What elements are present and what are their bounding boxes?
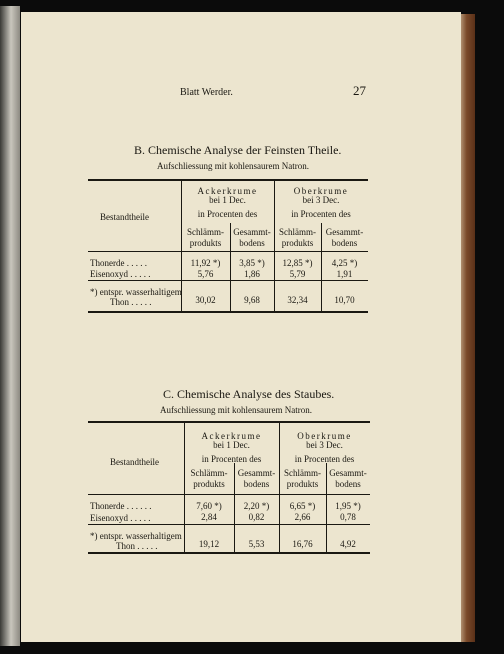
group-unit: in Procenten des <box>197 209 258 219</box>
table-cell: 1,95 *) <box>335 501 361 511</box>
table-cell: 4,92 <box>340 539 356 549</box>
table-cell: 0,78 <box>340 512 356 522</box>
group-name: Oberkrume <box>297 431 352 441</box>
row-label: Thonerde . . . . . . <box>90 501 152 511</box>
rule <box>88 179 368 181</box>
col-head: Schlämm- <box>284 468 321 478</box>
page-number: 27 <box>353 83 366 98</box>
table-c-subtitle: Aufschliessung mit kohlensaurem Natron. <box>160 405 312 415</box>
col-head: Gesammt- <box>233 227 271 237</box>
col-head: bodens <box>243 479 270 489</box>
col-head: Schlämm- <box>187 227 224 237</box>
row-header: Bestandtheile <box>100 212 149 222</box>
footer-label: *) entspr. wasserhaltigem <box>90 531 182 541</box>
col-head: Gesammt- <box>329 468 367 478</box>
col-head: bodens <box>335 479 361 489</box>
rule <box>88 311 368 313</box>
table-cell: 10,70 <box>334 295 355 305</box>
table-cell: 2,20 *) <box>243 501 270 511</box>
footer-label: Thon . . . . . <box>116 541 158 551</box>
footer-label: *) entspr. wasserhaltigem <box>90 287 182 297</box>
row-label: Eisenoxyd . . . . . <box>90 513 151 523</box>
table-cell: 7,60 *) <box>196 501 222 511</box>
rule <box>88 552 370 554</box>
table-cell: 1,86 <box>244 269 260 279</box>
table-b-title: B. Chemische Analyse der Feinsten Theile. <box>134 143 342 157</box>
table-cell: 30,02 <box>195 295 216 305</box>
group-name: Oberkrume <box>293 186 349 196</box>
col-head: produkts <box>286 479 319 489</box>
table-cell: 4,25 *) <box>331 258 358 268</box>
table-cell: 2,84 <box>201 512 217 522</box>
table-c <box>88 421 370 554</box>
table-cell: 0,82 <box>248 512 265 522</box>
group-sub: bei 3 Dec. <box>306 440 343 450</box>
table-b-subtitle: Aufschliessung mit kohlensaurem Natron. <box>157 161 309 171</box>
row-label: Eisenoxyd . . . . . <box>90 269 151 279</box>
group-name: Ackerkrume <box>197 186 258 196</box>
table-cell: 2,66 <box>294 512 311 522</box>
table-cell: 1,91 <box>336 269 353 279</box>
group-unit: in Procenten des <box>201 454 262 464</box>
table-cell: 32,34 <box>287 295 308 305</box>
rule <box>88 524 370 525</box>
col-head: produkts <box>193 479 225 489</box>
table-b <box>88 179 368 313</box>
col-head: Gesammt- <box>237 468 276 478</box>
group-sub: bei 1 Dec. <box>209 195 246 205</box>
table-cell: 19,12 <box>198 539 220 549</box>
group-sub: bei 3 Dec. <box>302 195 340 205</box>
col-head: produkts <box>281 238 314 248</box>
rule <box>88 280 368 281</box>
table-cell: 9,68 <box>244 295 260 305</box>
col-head: Schlämm- <box>190 468 228 478</box>
running-head: Blatt Werder. <box>180 87 233 98</box>
group-sub: bei 1 Dec. <box>213 440 250 450</box>
rule <box>88 421 370 423</box>
table-cell: 11,92 *) <box>190 258 221 268</box>
col-head: Schlämm- <box>279 227 316 237</box>
book-edge-right <box>461 14 475 642</box>
col-head: Gesammt- <box>325 227 364 237</box>
col-head: bodens <box>331 238 358 248</box>
row-header: Bestandtheile <box>110 457 159 467</box>
table-cell: 3,85 *) <box>239 258 265 268</box>
rule <box>88 251 368 252</box>
row-label: Thonerde . . . . . <box>90 258 147 268</box>
table-cell: 5,79 <box>289 269 306 279</box>
table-cell: 5,53 <box>248 539 265 549</box>
table-cell: 12,85 *) <box>282 258 313 268</box>
group-unit: in Procenten des <box>294 454 355 464</box>
book-spine-left <box>0 6 20 646</box>
table-cell: 16,76 <box>292 539 313 549</box>
col-head: produkts <box>189 238 222 248</box>
table-cell: 5,76 <box>197 269 214 279</box>
footer-label: Thon . . . . . <box>110 297 152 307</box>
group-unit: in Procenten des <box>291 209 351 219</box>
table-c-title: C. Chemische Analyse des Staubes. <box>163 387 335 401</box>
rule <box>88 494 370 495</box>
group-name: Ackerkrume <box>201 431 262 441</box>
col-head: bodens <box>239 238 265 248</box>
table-cell: 6,65 *) <box>289 501 316 511</box>
